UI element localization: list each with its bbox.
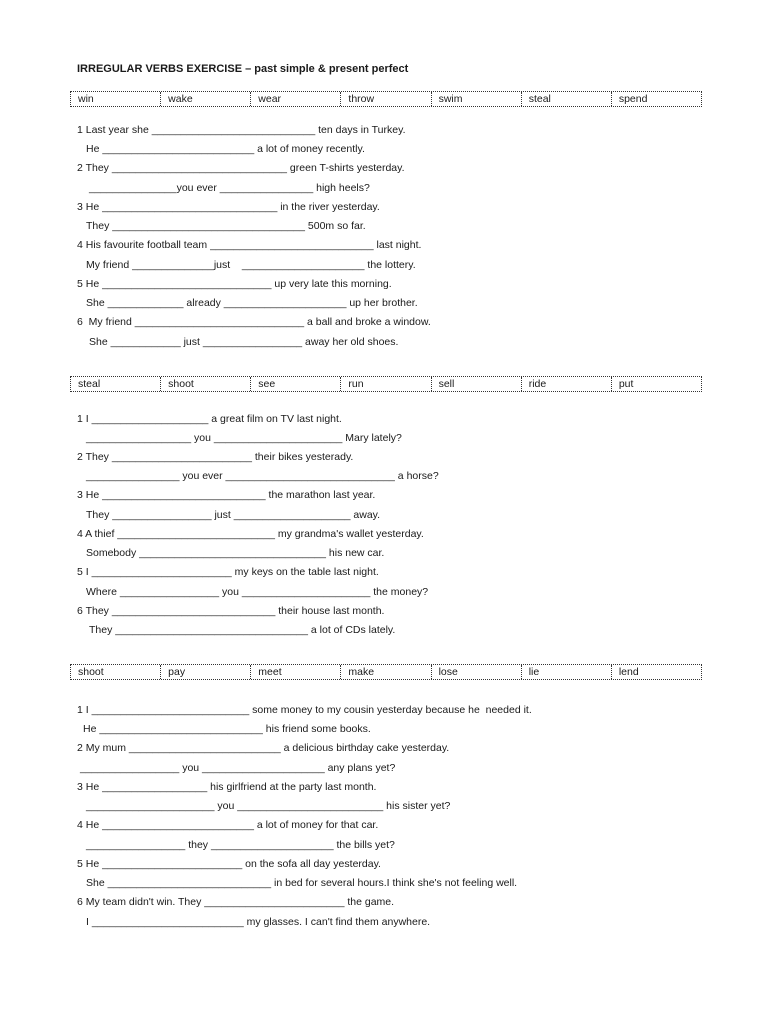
exercise-line: Where _________________ you ______________________ the money? bbox=[86, 586, 429, 598]
exercise-line: 2 They ______________________________ green T-shirts yesterday. bbox=[77, 162, 405, 174]
verb-cell: steal bbox=[71, 377, 161, 391]
exercise-line: ______________________ you _________________________ his sister yet? bbox=[86, 800, 451, 812]
exercise-line: They _________________ just ____________________ away. bbox=[86, 509, 381, 521]
exercise-line: 3 He ______________________________ in the river yesterday. bbox=[77, 201, 380, 213]
verb-cell: throw bbox=[341, 92, 431, 106]
exercise-line: 5 I ________________________ my keys on the table last night. bbox=[77, 566, 379, 578]
exercise-line: 1 Last year she ____________________________ ten days in Turkey. bbox=[77, 124, 406, 136]
exercise-line: He ____________________________ his friend some books. bbox=[83, 723, 371, 735]
exercise-line: 6 They ____________________________ their house last month. bbox=[77, 605, 385, 617]
verb-table-3 bbox=[70, 664, 702, 680]
exercise-line: She ____________________________ in bed for several hours.I think she's not feeling well. bbox=[86, 877, 518, 889]
verb-cell: swim bbox=[432, 92, 522, 106]
exercise-line: I __________________________ my glasses. I can't find them anywhere. bbox=[86, 916, 431, 928]
exercise-line: 4 His favourite football team ____________________________ last night. bbox=[77, 239, 422, 251]
worksheet-title: IRREGULAR VERBS EXERCISE – past simple & present perfect bbox=[77, 63, 409, 75]
exercise-line: 4 A thief ___________________________ my grandma's wallet yesterday. bbox=[77, 528, 424, 540]
exercise-line: My friend ______________just _____________________ the lottery. bbox=[86, 259, 416, 271]
exercise-line: ________________ you ever _____________________________ a horse? bbox=[86, 470, 439, 482]
exercise-line: 6 My team didn't win. They ________________________ the game. bbox=[77, 896, 395, 908]
exercise-line: 2 My mum __________________________ a delicious birthday cake yesterday. bbox=[77, 742, 450, 754]
verb-cell: run bbox=[341, 377, 431, 391]
verb-cell: meet bbox=[251, 665, 341, 679]
exercise-line: 2 They ________________________ their bikes yesterady. bbox=[77, 451, 354, 463]
exercise-line: 6 My friend _____________________________ a ball and broke a window. bbox=[77, 316, 431, 328]
verb-cell: put bbox=[618, 378, 634, 390]
verb-cell: lose bbox=[432, 665, 522, 679]
exercise-line: He __________________________ a lot of money recently. bbox=[86, 143, 365, 155]
exercise-line: 4 He __________________________ a lot of money for that car. bbox=[77, 819, 379, 831]
verb-cell: shoot bbox=[161, 377, 251, 391]
verb-cell: see bbox=[251, 377, 341, 391]
exercise-line: She ____________ just _________________ away her old shoes. bbox=[89, 336, 399, 348]
verb-cell: lie bbox=[522, 665, 612, 679]
verb-cell: spend bbox=[618, 93, 648, 105]
verb-cell: win bbox=[71, 92, 161, 106]
exercise-line: 5 He _____________________________ up very late this morning. bbox=[77, 278, 392, 290]
verb-cell: make bbox=[341, 665, 431, 679]
exercise-line: They _________________________________ a lot of CDs lately. bbox=[89, 624, 396, 636]
verb-cell: wear bbox=[251, 92, 341, 106]
exercise-line: _______________you ever ________________ high heels? bbox=[89, 182, 370, 194]
verb-table-1 bbox=[70, 91, 702, 107]
verb-cell: lend bbox=[618, 666, 639, 678]
verb-cell: steal bbox=[522, 92, 612, 106]
verb-table-2 bbox=[70, 376, 702, 392]
exercise-line: 5 He ________________________ on the sofa all day yesterday. bbox=[77, 858, 381, 870]
verb-cell: wake bbox=[161, 92, 251, 106]
verb-cell: ride bbox=[522, 377, 612, 391]
verb-cell: shoot bbox=[71, 665, 161, 679]
exercise-line: 1 I ___________________________ some money to my cousin yesterday because he needed it. bbox=[77, 704, 532, 716]
verb-cell: pay bbox=[161, 665, 251, 679]
exercise-line: They _________________________________ 500m so far. bbox=[86, 220, 366, 232]
exercise-line: 1 I ____________________ a great film on TV last night. bbox=[77, 413, 342, 425]
verb-cell: sell bbox=[432, 377, 522, 391]
exercise-line: _________________ you _____________________ any plans yet? bbox=[80, 762, 396, 774]
exercise-line: _________________ they _____________________ the bills yet? bbox=[86, 839, 395, 851]
exercise-line: Somebody ________________________________ his new car. bbox=[86, 547, 385, 559]
exercise-line: __________________ you ______________________ Mary lately? bbox=[86, 432, 402, 444]
exercise-line: 3 He ____________________________ the marathon last year. bbox=[77, 489, 376, 501]
exercise-line: 3 He __________________ his girlfriend at the party last month. bbox=[77, 781, 377, 793]
exercise-line: She _____________ already _____________________ up her brother. bbox=[86, 297, 418, 309]
